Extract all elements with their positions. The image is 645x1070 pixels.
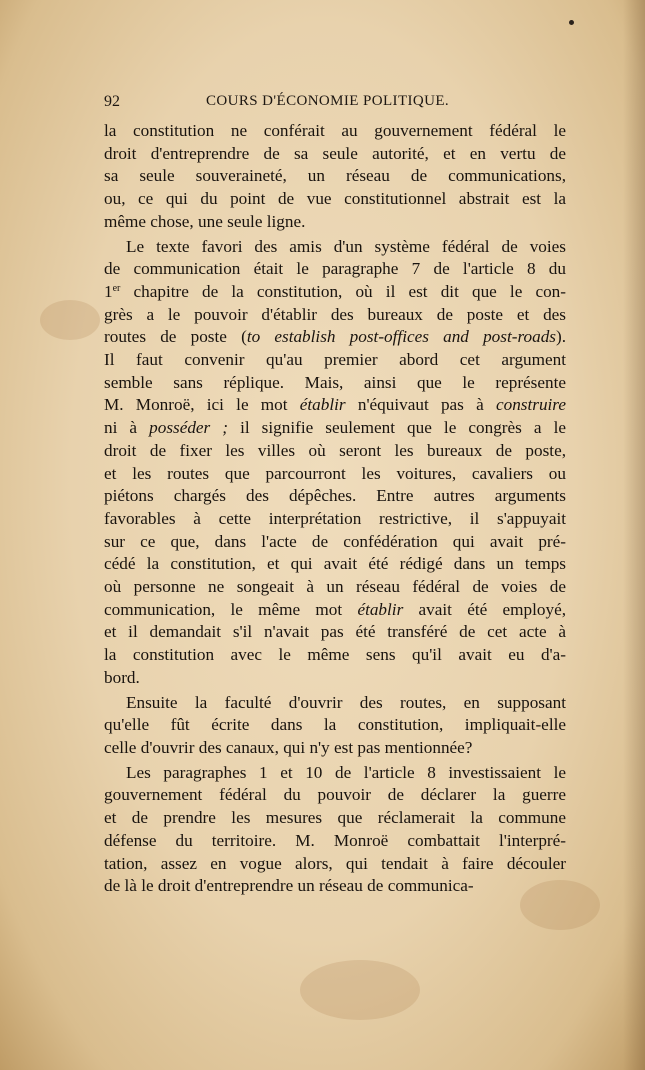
text-line: où personne ne songeait à un réseau fédéral de voies de [104, 577, 566, 597]
text-line: sur ce que, dans l'acte de confédération qui avait pré- [104, 531, 566, 551]
text-segment: communication, le même mot [104, 599, 358, 619]
text-line: droit d'entreprendre de sa seule autorité, et en vertu de [104, 143, 566, 163]
paragraph [104, 692, 566, 760]
text-line [104, 281, 566, 304]
text-line: grès a le pouvoir d'établir des bureaux de poste et des [104, 304, 566, 324]
running-head: COURS D'ÉCONOMIE POLITIQUE. [206, 93, 450, 109]
text-line [104, 394, 566, 417]
italic-segment: to establish post-offices and post-roads [246, 327, 556, 347]
text-segment: ). [555, 327, 566, 347]
page-number: 92 [104, 93, 120, 110]
text-line [104, 326, 566, 349]
paragraph [104, 762, 566, 898]
text-line: et de prendre les mesures que réclamerait la commune [104, 808, 566, 828]
text-line: bord. [104, 667, 140, 687]
text-line: celle d'ouvrir des canaux, qui n'y est pas mentionnée? [104, 737, 473, 757]
text-line: gouvernement fédéral du pouvoir de déclarer la guerre [104, 785, 566, 805]
text-line: défense du territoire. M. Monroë combattait l'interpré- [104, 830, 566, 850]
text-line: la constitution ne conférait au gouvernement fédéral le [104, 121, 566, 140]
text-line: Il faut convenir qu'au premier abord cet argument [104, 350, 566, 370]
superscript: er [112, 282, 121, 294]
text-line: ou, ce qui du point de vue constitutionnel abstrait est la [104, 189, 566, 209]
text-line: droit de fixer les villes où seront les bureaux de poste, [104, 440, 566, 460]
text-line: semble sans réplique. Mais, ainsi que le représente [104, 372, 566, 392]
paragraph [104, 120, 566, 234]
text-segment: chapitre de la constitution, où il est dit que le con- [120, 281, 566, 301]
text-line: et il demandait s'il n'avait pas été transféré de cet acte à [104, 622, 566, 642]
text-segment: routes de poste ( [104, 327, 247, 347]
text-line: et les routes que parcourront les voitures, cavaliers ou [104, 463, 566, 483]
text-line: même chose, une seule ligne. [104, 211, 306, 231]
text-line: Le texte favori des amis d'un système fédéral de voies [126, 236, 566, 256]
text-line: de communication était le paragraphe 7 de l'article 8 du [104, 259, 566, 279]
text-segment: n'équivaut pas à [345, 395, 496, 415]
text-segment: 1 [104, 281, 113, 301]
text-line: qu'elle fût écrite dans la constitution, impliquait-elle [104, 715, 566, 735]
text-line: de là le droit d'entreprendre un réseau de communica- [104, 876, 474, 896]
paragraph [104, 236, 566, 690]
italic-segment: posséder ; [149, 418, 229, 438]
text-line: sa seule souveraineté, un réseau de communications, [104, 166, 566, 186]
text-line: Les paragraphes 1 et 10 de l'article 8 investissaient le [126, 762, 566, 782]
text-line: cédé la constitution, et qui avait été rédigé dans un temps [104, 554, 566, 574]
text-segment: ni à [104, 418, 150, 438]
text-line: Ensuite la faculté d'ouvrir des routes, en supposant [126, 692, 566, 712]
italic-segment: établir [299, 395, 346, 415]
text-line [104, 599, 566, 622]
italic-segment: construire [495, 395, 566, 415]
ink-speck [569, 20, 574, 25]
body-text [104, 120, 566, 898]
text-segment: M. Monroë, ici le mot [104, 395, 300, 415]
text-line [104, 417, 566, 440]
text-line: la constitution avec le même sens qu'il avait eu d'a- [104, 645, 566, 665]
text-segment: il signifie seulement que le congrès a le [228, 418, 566, 438]
page-edge-shadow [623, 0, 645, 1070]
text-line: tation, assez en vogue alors, qui tendait à faire découler [104, 853, 566, 873]
paper-stain [300, 960, 420, 1020]
text-line: favorables à cette interprétation restrictive, il s'appuyait [104, 508, 566, 528]
text-line: piétons chargés des dépêches. Entre autres arguments [104, 486, 566, 506]
text-segment: avait été employé, [403, 599, 566, 619]
italic-segment: établir [357, 599, 404, 619]
paper-stain [40, 300, 100, 340]
